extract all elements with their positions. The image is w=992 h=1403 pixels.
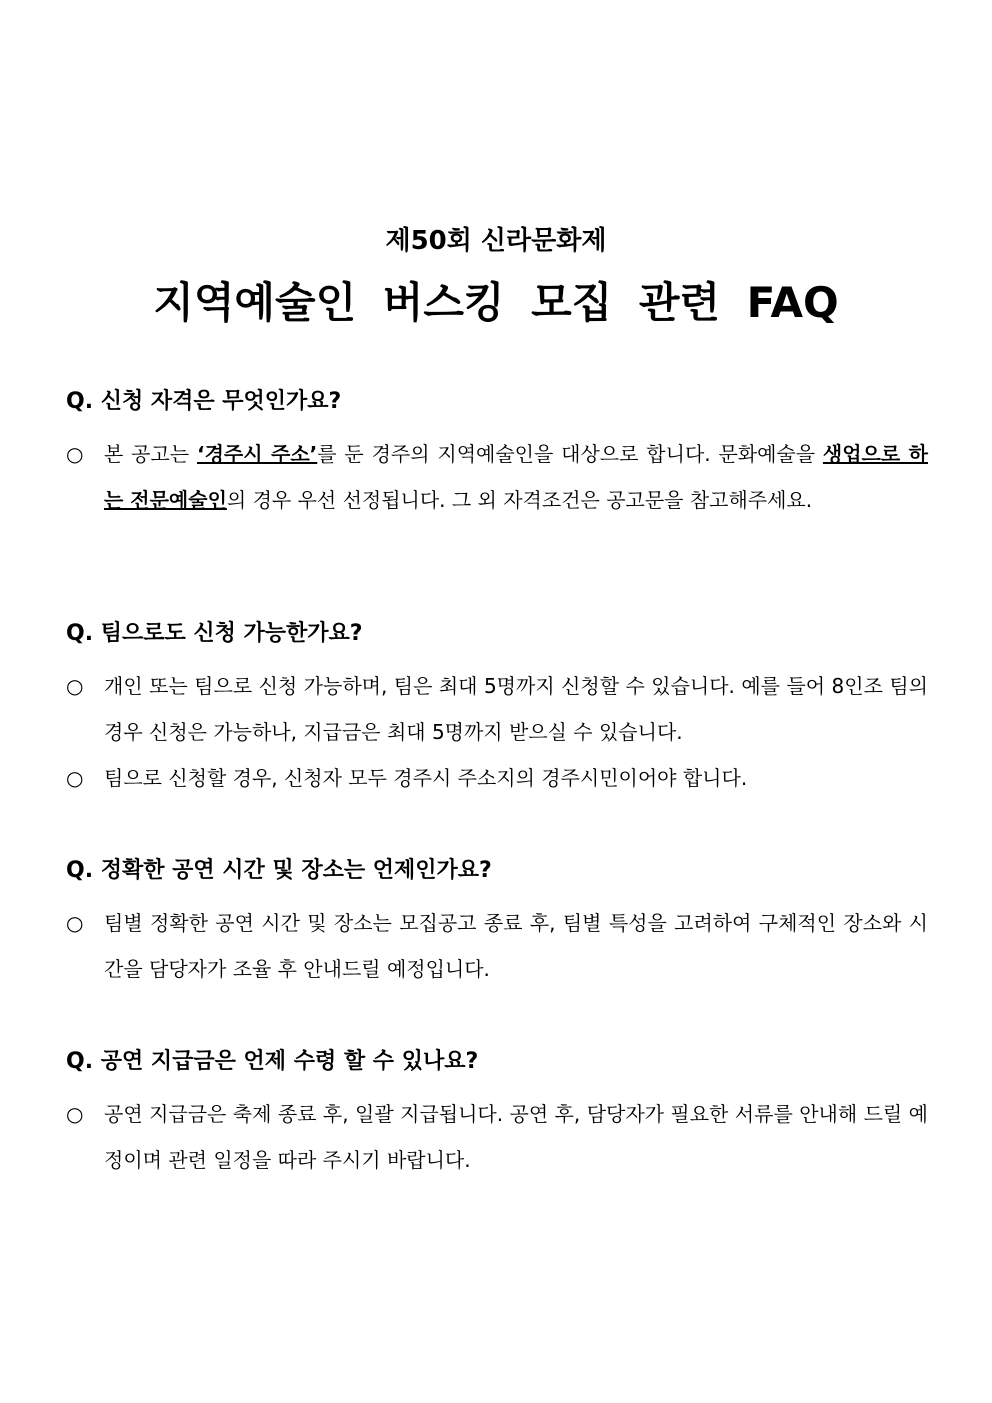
answer-text: 개인 또는 팀으로 신청 가능하며, 팀은 최대 5명까지 신청할 수 있습니다. 예를 들어 8인조 팀의 경우 신청은 가능하나, 지급금은 최대 5명까지 받으실 수 있습니다. [104,674,928,744]
answer-text: 팀으로 신청할 경우, 신청자 모두 경주시 주소지의 경주시민이어야 합니다. [104,766,748,790]
faq-item-eligibility [66,385,928,523]
answer-emphasis-professional: 생업으로 하는 전문예술인 [104,442,928,512]
answer-text: 의 경우 우선 선정됩니다. 그 외 자격조건은 공고문을 참고해주세요. [226,488,813,512]
faq-item-payment [66,1045,928,1183]
faq-question: Q. 공연 지급금은 언제 수령 할 수 있나요? [66,1049,479,1074]
circle-bullet-icon: ○ [66,674,84,698]
faq-item-team [66,617,928,801]
answer-text: 팀별 정확한 공연 시간 및 장소는 모집공고 종료 후, 팀별 특성을 고려하여 구체적인 장소와 시간을 담당자가 조율 후 안내드릴 예정입니다. [104,911,928,981]
circle-bullet-icon: ○ [66,442,84,466]
faq-answer [66,663,928,755]
document-title: 지역예술인 버스킹 모집 관련 FAQ [153,278,839,327]
answer-text: 공연 지급금은 축제 종료 후, 일괄 지급됩니다. 공연 후, 담당자가 필요한 서류를 안내해 드릴 예정이며 관련 일정을 따라 주시기 바랍니다. [104,1102,928,1172]
faq-answer [66,1091,928,1183]
faq-answer [66,431,928,523]
faq-answer [66,900,928,992]
document-subtitle: 제50회 신라문화제 [385,226,607,256]
faq-question: Q. 정확한 공연 시간 및 장소는 언제인가요? [66,858,492,883]
faq-question: Q. 신청 자격은 무엇인가요? [66,389,342,414]
circle-bullet-icon: ○ [66,766,84,790]
answer-emphasis-address: ‘경주시 주소’ [196,442,318,466]
faq-answer [66,755,928,801]
answer-text: 본 공고는 [104,442,197,466]
circle-bullet-icon: ○ [66,1102,84,1126]
faq-question: Q. 팀으로도 신청 가능한가요? [66,621,363,646]
faq-item-schedule [66,854,928,992]
answer-text: 를 둔 경주의 지역예술인을 대상으로 합니다. 문화예술을 [317,442,823,466]
circle-bullet-icon: ○ [66,911,84,935]
